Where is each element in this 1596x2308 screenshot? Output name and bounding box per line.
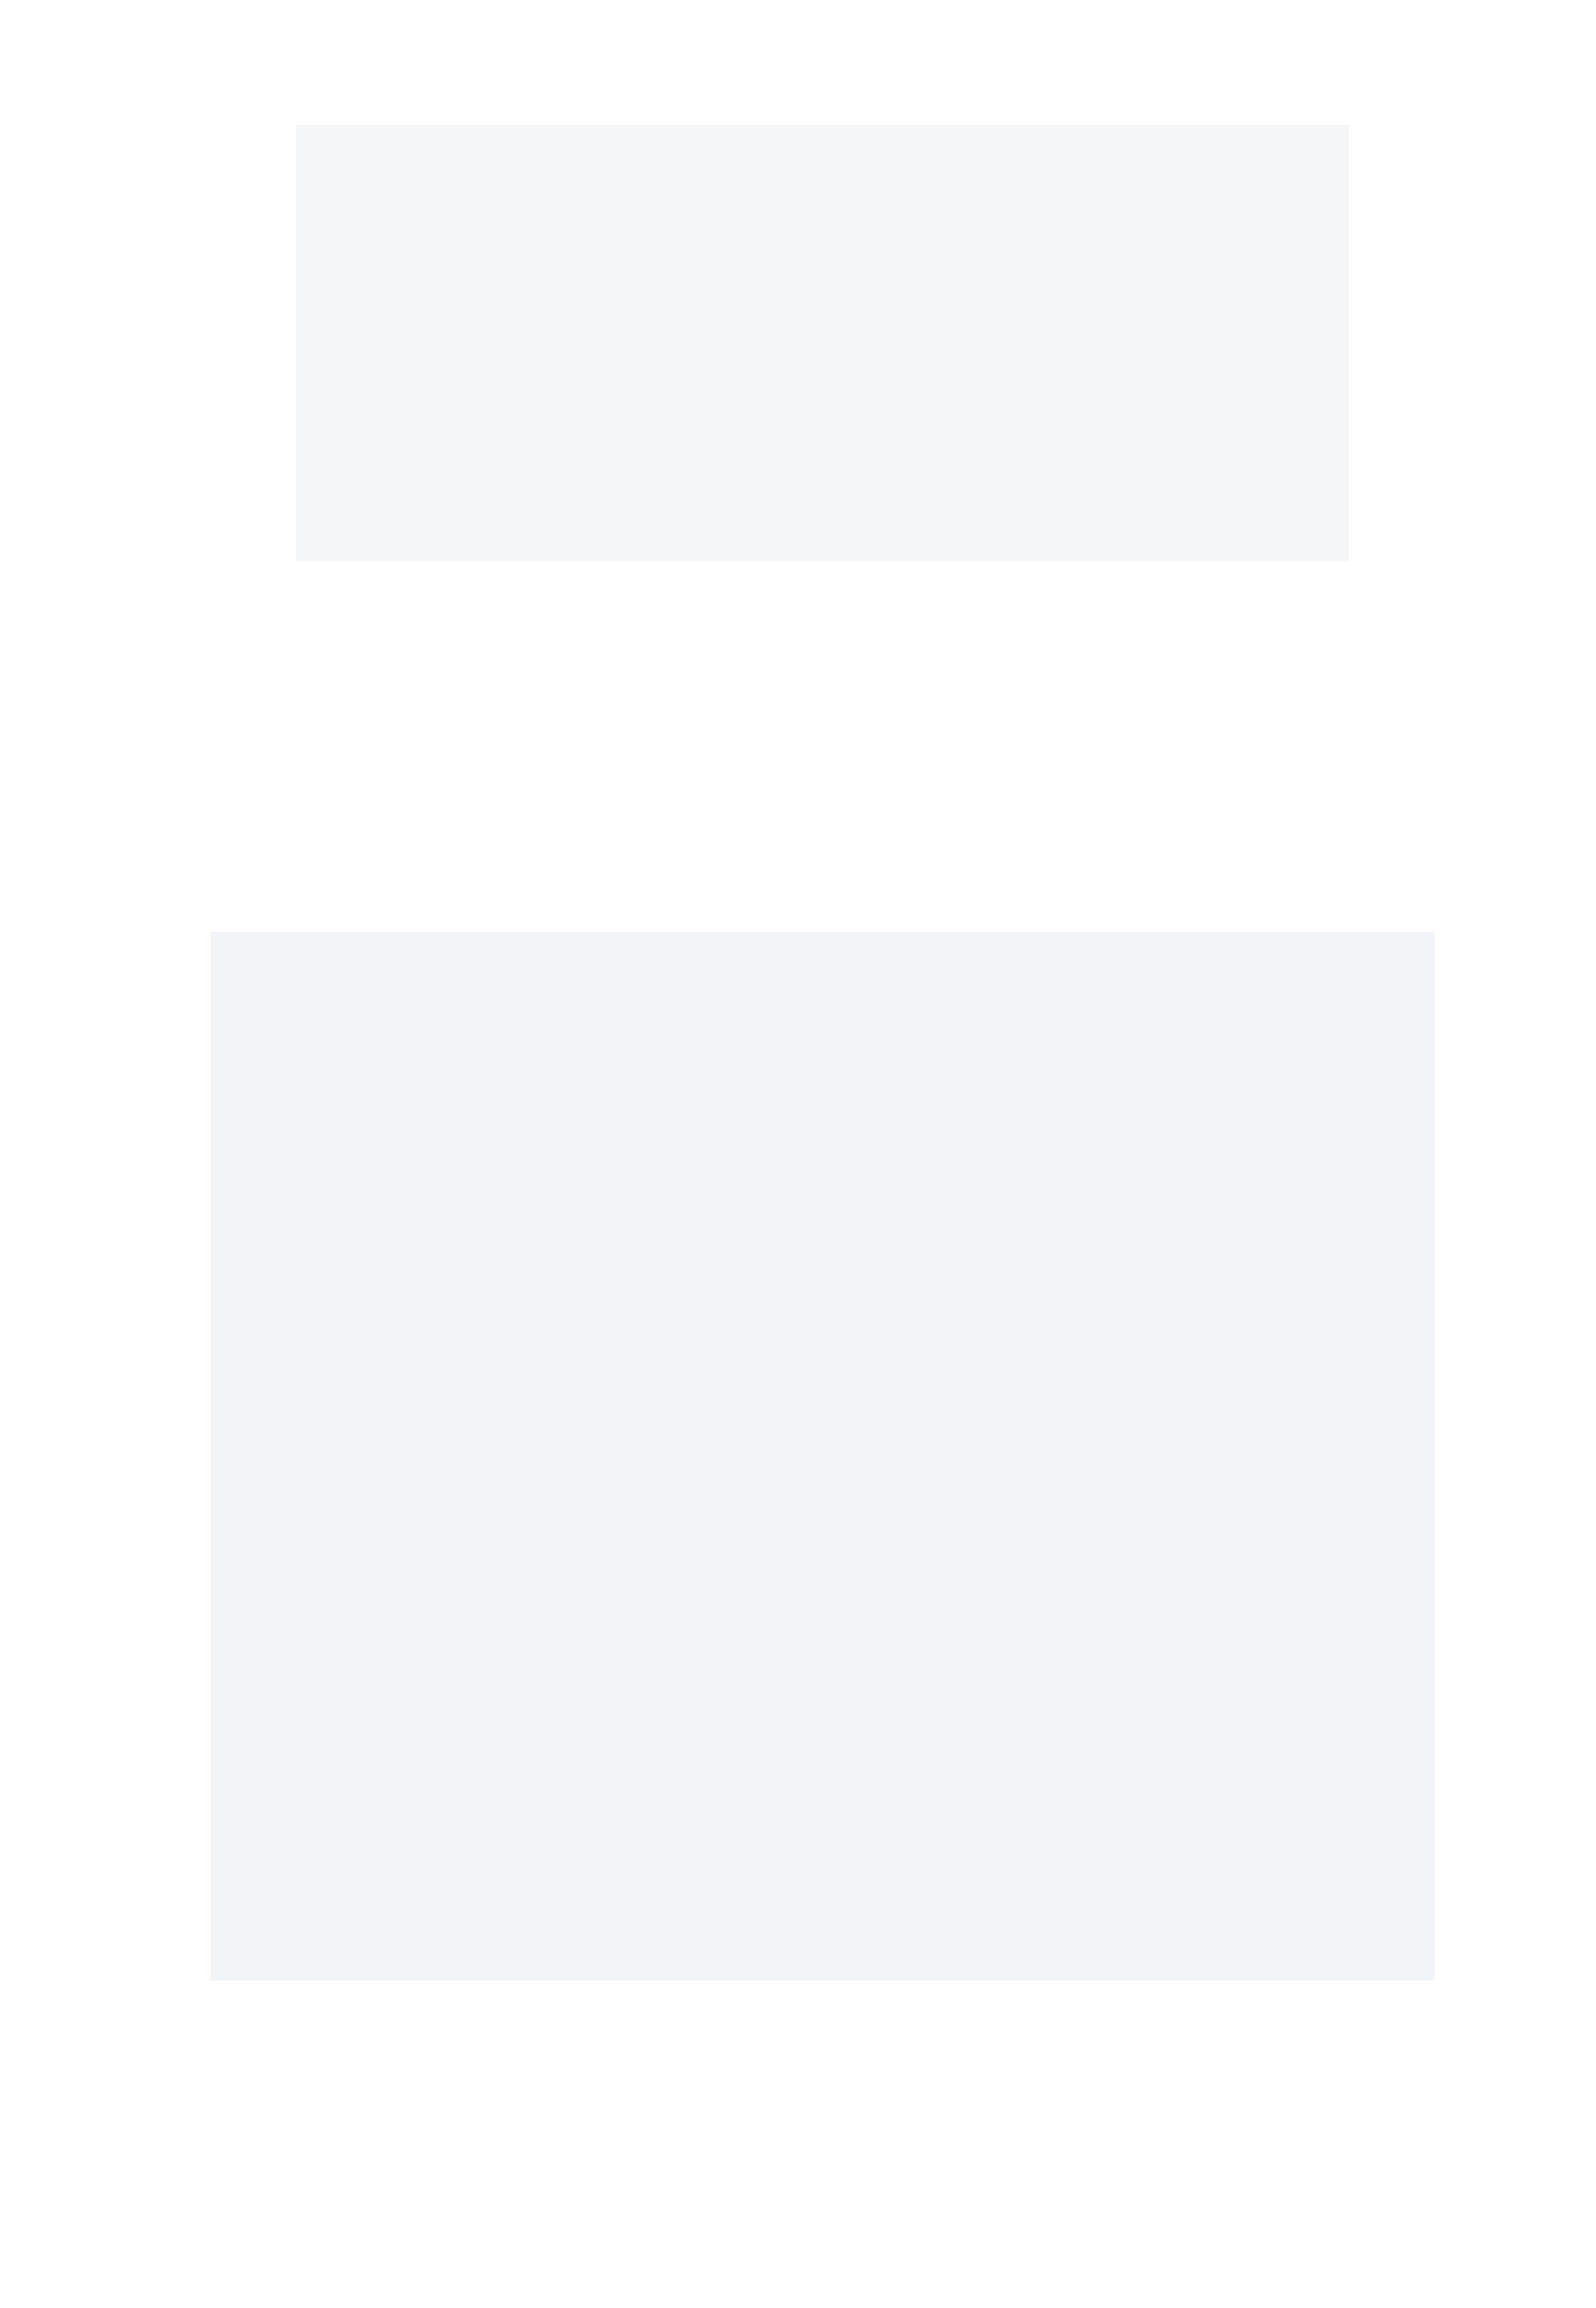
- top-figures: [0, 0, 1596, 593]
- grid-figures: [0, 920, 1596, 1996]
